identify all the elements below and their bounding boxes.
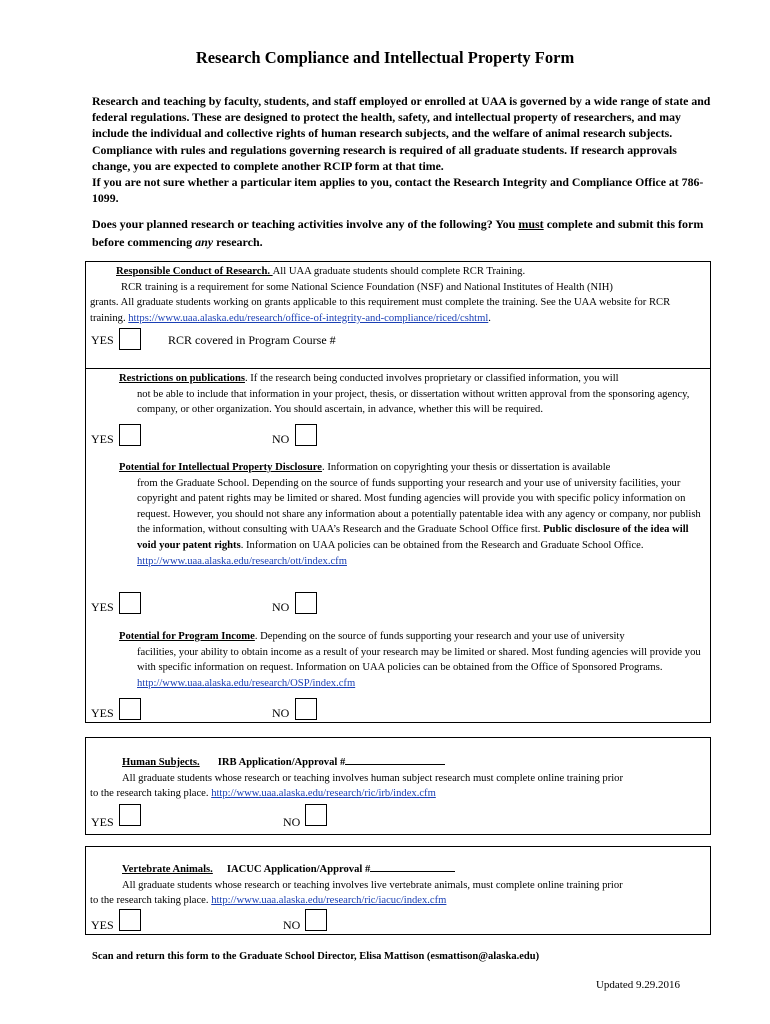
human-link[interactable]: http://www.uaa.alaska.edu/research/ric/irb/index.cfm: [211, 788, 436, 800]
ip-no-checkbox[interactable]: [295, 592, 317, 614]
return-instructions: Scan and return this form to the Graduate School Director, Elisa Mattison (esmattison@alaska.edu): [92, 951, 540, 962]
human-no-checkbox[interactable]: [305, 804, 327, 826]
human-yes-label: YES: [91, 815, 114, 829]
animals-yes-checkbox[interactable]: [119, 909, 141, 931]
human-text1: All graduate students whose research or teaching involves human subject research must complete online training prior: [122, 772, 623, 784]
animals-heading: Vertebrate Animals.: [122, 864, 213, 875]
rcr-lead: All UAA graduate students should complete RCR Training.: [272, 266, 526, 277]
income-text1: . Depending on the source of funds supporting your research and your use of university: [254, 631, 625, 642]
intro-paragraph: Research and teaching by faculty, students, and staff employed or enrolled at UAA is governed by a wide range of state and federal regulations. These are designed to protect the health, safety, and intellectual property of researchers, and may include the individual and collective rights of human research subjects, and the welfare of animal research subjects. Compliance with rules and regulations governing research is required of all graduate students. If research approvals change, you are expected to complete another RCIP form at that time.: [92, 94, 711, 173]
income-text2: facilities, your ability to obtain income as a result of your research may be limited or shared. Most funding agencies will provide you with specific information on request. Information on UAA policies can be obtained from the Office of Sponsored Programs.: [137, 646, 701, 674]
human-text2: to the research taking place.: [90, 788, 212, 800]
animals-text2: to the research taking place.: [90, 895, 212, 907]
rcr-heading: Responsible Conduct of Research.: [116, 266, 273, 277]
ip-text1: . Information on copyrighting your thesis or dissertation is available: [322, 462, 611, 473]
irb-number-field[interactable]: [345, 754, 445, 765]
ip-text2: from the Graduate School. Depending on the source of funds supporting your research and your use of university facilities, your copyright and patent rights may be limited or shared. Most funding agencies will provide you with specific policy information on request. However, you should not share any information about a potentially patentable idea with any agency or company, nor publish the information, without consulting with UAA’s Research and the Graduate School Office first.: [137, 477, 701, 536]
restrictions-no-checkbox[interactable]: [295, 424, 317, 446]
animals-yes-label: YES: [91, 918, 114, 932]
animals-text1: All graduate students whose research or teaching involves live vertebrate animals, must complete online training prior: [122, 879, 623, 891]
ip-text3: . Information on UAA policies can be obtained from the Research and Graduate School Office.: [240, 539, 644, 551]
restrictions-yes-checkbox[interactable]: [119, 424, 141, 446]
restrictions-no-label: NO: [272, 432, 290, 446]
iacuc-label: IACUC Application/Approval #: [226, 864, 371, 875]
income-no-checkbox[interactable]: [295, 698, 317, 720]
rcr-yes-label: YES: [91, 333, 114, 347]
iacuc-number-field[interactable]: [370, 861, 455, 872]
ip-yes-label: YES: [91, 600, 114, 614]
income-no-label: NO: [272, 706, 290, 720]
divider: [85, 368, 711, 369]
rcr-line2: RCR training is a requirement for some National Science Foundation (NSF) and National Institutes of Health (NIH): [121, 281, 613, 293]
ip-bold: Public disclosure of the idea will void your patent rights: [137, 524, 689, 551]
human-no-label: NO: [283, 815, 301, 829]
human-section: [90, 754, 705, 802]
intro-text: [92, 93, 712, 206]
restrictions-text2: not be able to include that information in your project, thesis, or dissertation without written approval from the sponsoring agency, company, or other organization. You should ascertain, in advance, whether this will be required.: [137, 388, 690, 416]
restrictions-yes-label: YES: [91, 432, 114, 446]
question-part: Does your planned research or teaching activities involve any of the following? You: [92, 217, 519, 231]
rcr-section: [90, 264, 705, 326]
animals-no-label: NO: [283, 918, 301, 932]
income-link[interactable]: http://www.uaa.alaska.edu/research/OSP/index.cfm: [137, 677, 356, 689]
rcr-course-label: RCR covered in Program Course #: [168, 333, 336, 347]
ip-yes-checkbox[interactable]: [119, 592, 141, 614]
rcr-link[interactable]: https://www.uaa.alaska.edu/research/office-of-integrity-and-compliance/riced/cshtml: [128, 312, 489, 324]
question-text: [92, 215, 712, 251]
animals-no-checkbox[interactable]: [305, 909, 327, 931]
question-part: complete and submit this form before commencing: [92, 217, 704, 249]
restrictions-heading: Restrictions on publications: [119, 373, 245, 384]
question-must: must: [518, 217, 544, 231]
irb-label: IRB Application/Approval #: [217, 757, 346, 768]
income-yes-checkbox[interactable]: [119, 698, 141, 720]
restrictions-section: [119, 371, 704, 418]
human-yes-checkbox[interactable]: [119, 804, 141, 826]
income-heading: Potential for Program Income: [119, 631, 255, 642]
human-heading: Human Subjects.: [122, 757, 200, 768]
animals-link[interactable]: http://www.uaa.alaska.edu/research/ric/iacuc/index.cfm: [211, 895, 447, 907]
updated-date: Updated 9.29.2016: [595, 979, 680, 991]
animals-section: [90, 861, 705, 909]
restrictions-text1: . If the research being conducted involves proprietary or classified information, you will: [244, 373, 619, 384]
ip-section: [119, 460, 704, 569]
intro-contact: If you are not sure whether a particular item applies to you, contact the Research Integrity and Compliance Office at 786-1099.: [92, 175, 704, 206]
ip-heading: Potential for Intellectual Property Disclosure: [119, 462, 323, 473]
income-section: [119, 629, 704, 691]
question-any: any: [195, 235, 214, 249]
question-part: research.: [213, 235, 263, 249]
rcr-yes-checkbox[interactable]: [119, 328, 141, 350]
rcr-tail: .: [488, 312, 491, 324]
income-yes-label: YES: [91, 706, 114, 720]
ip-link[interactable]: http://www.uaa.alaska.edu/research/ott/index.cfm: [137, 555, 347, 567]
ip-no-label: NO: [272, 600, 290, 614]
rcr-line3: grants. All graduate students working on grants applicable to this requirement must complete the training. See the UAA website for RCR training.: [90, 297, 671, 324]
page-title: Research Compliance and Intellectual Property Form: [195, 48, 575, 67]
